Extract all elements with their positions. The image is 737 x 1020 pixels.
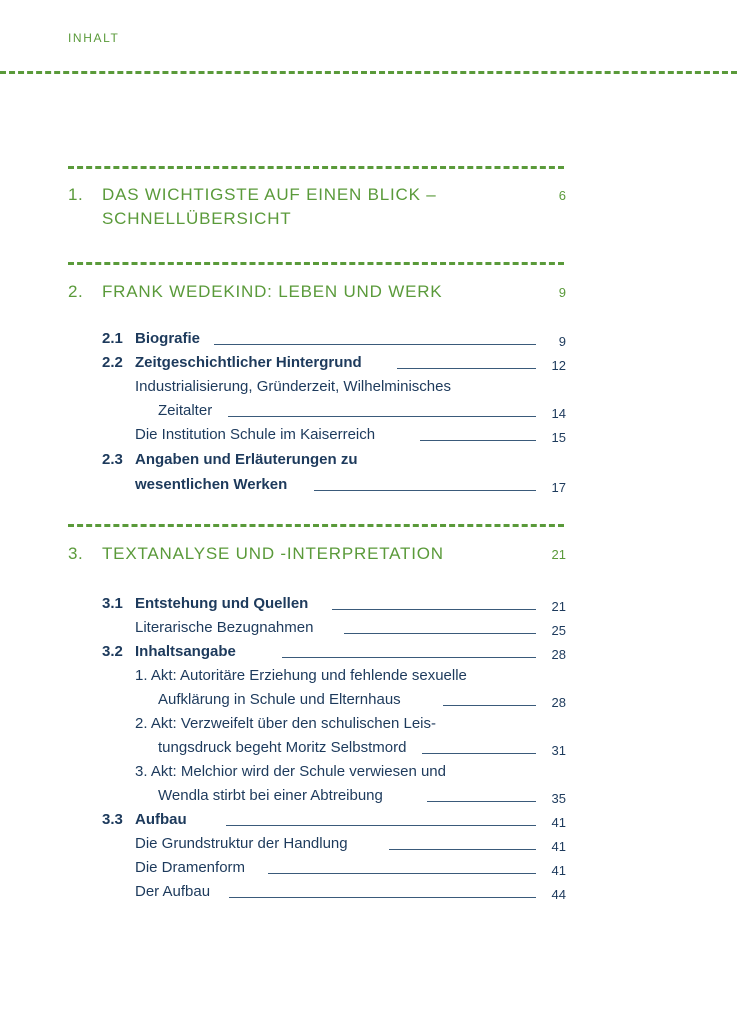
entry-page: 35: [551, 791, 566, 806]
entry-page: 31: [551, 743, 566, 758]
dot-leader: [282, 657, 536, 658]
dot-leader: [427, 801, 536, 802]
dot-leader: [268, 873, 536, 874]
dot-leader: [389, 849, 536, 850]
dot-leader: [228, 416, 536, 417]
toc-entry-akt-3-cont[interactable]: Wendla stirbt bei einer Abtreibung: [158, 787, 383, 804]
section-3-title-line1: TEXTANALYSE UND -INTERPRETATION: [102, 544, 444, 563]
toc-entry-grundstruktur[interactable]: Die Grundstruktur der Handlung: [135, 835, 348, 852]
toc-entry-akt-2-cont[interactable]: tungsdruck begeht Moritz Selbstmord: [158, 739, 407, 756]
toc-entry-akt-1-cont[interactable]: Aufklärung in Schule und Elternhaus: [158, 691, 401, 708]
entry-number: 3.3: [102, 811, 123, 828]
section-2-title-line1: FRANK WEDEKIND: LEBEN UND WERK: [102, 282, 443, 301]
entry-page: 14: [551, 406, 566, 421]
entry-page: 41: [551, 815, 566, 830]
toc-entry-akt-1[interactable]: 1. Akt: Autoritäre Erziehung und fehlende sexuelle: [135, 667, 467, 684]
toc-entry-angaben[interactable]: Angaben und Erläuterungen zu: [135, 451, 358, 468]
section-1-title[interactable]: [102, 183, 502, 231]
section-3-page: 21: [551, 547, 566, 562]
entry-page: 12: [551, 358, 566, 373]
dot-leader: [344, 633, 536, 634]
section-3-divider: [68, 524, 564, 527]
section-2-divider: [68, 262, 564, 265]
toc-entry-institution-schule[interactable]: Die Institution Schule im Kaiserreich: [135, 426, 376, 443]
toc-entry-aufbau[interactable]: Aufbau: [135, 811, 187, 828]
entry-number: 2.3: [102, 451, 123, 468]
dot-leader: [443, 705, 536, 706]
dot-leader: [229, 897, 536, 898]
entry-page: 17: [551, 480, 566, 495]
running-header: INHALT: [68, 31, 120, 45]
dot-leader: [397, 368, 536, 369]
dot-leader: [332, 609, 536, 610]
entry-page: 9: [558, 334, 566, 349]
dot-leader: [214, 344, 536, 345]
toc-entry-angaben-cont[interactable]: wesentlichen Werken: [135, 476, 288, 493]
section-2-page: 9: [558, 285, 566, 300]
toc-entry-industrialisierung[interactable]: Industrialisierung, Gründerzeit, Wilhelminisches: [135, 378, 451, 395]
section-3-number: 3.: [68, 544, 84, 563]
dot-leader: [422, 753, 536, 754]
section-1-title-line1: DAS WICHTIGSTE AUF EINEN BLICK –: [102, 185, 437, 204]
toc-entry-bezugnahmen[interactable]: Literarische Bezugnahmen: [135, 619, 314, 636]
entry-page: 41: [551, 839, 566, 854]
section-2-number: 2.: [68, 282, 84, 301]
toc-entry-der-aufbau[interactable]: Der Aufbau: [135, 883, 211, 900]
entry-page: 41: [551, 863, 566, 878]
section-1-number: 1.: [68, 185, 84, 204]
toc-entry-inhaltsangabe[interactable]: Inhaltsangabe: [135, 643, 236, 660]
entry-page: 25: [551, 623, 566, 638]
section-3-title[interactable]: [102, 542, 502, 566]
dot-leader: [226, 825, 536, 826]
toc-entry-biografie[interactable]: Biografie: [135, 330, 201, 347]
entry-page: 28: [551, 647, 566, 662]
section-2-title[interactable]: [102, 280, 502, 304]
section-1-divider: [68, 166, 564, 169]
entry-number: 3.2: [102, 643, 123, 660]
entry-page: 28: [551, 695, 566, 710]
toc-entry-akt-2[interactable]: 2. Akt: Verzweifelt über den schulischen Leis-: [135, 715, 436, 732]
entry-page: 15: [551, 430, 566, 445]
entry-number: 2.1: [102, 330, 123, 347]
entry-number: 2.2: [102, 354, 123, 371]
entry-page: 21: [551, 599, 566, 614]
header-divider: [0, 71, 737, 74]
section-1-page: 6: [558, 188, 566, 203]
entry-page: 44: [551, 887, 566, 902]
toc-entry-zeitgeschichte[interactable]: Zeitgeschichtlicher Hintergrund: [135, 354, 362, 371]
toc-entry-entstehung[interactable]: Entstehung und Quellen: [135, 595, 309, 612]
toc-entry-akt-3[interactable]: 3. Akt: Melchior wird der Schule verwiesen und: [135, 763, 446, 780]
toc-entry-industrialisierung-cont[interactable]: Zeitalter: [158, 402, 213, 419]
dot-leader: [420, 440, 536, 441]
section-1-title-line2: SCHNELLÜBERSICHT: [102, 209, 292, 228]
toc-entry-dramenform[interactable]: Die Dramenform: [135, 859, 246, 876]
entry-number: 3.1: [102, 595, 123, 612]
dot-leader: [314, 490, 536, 491]
